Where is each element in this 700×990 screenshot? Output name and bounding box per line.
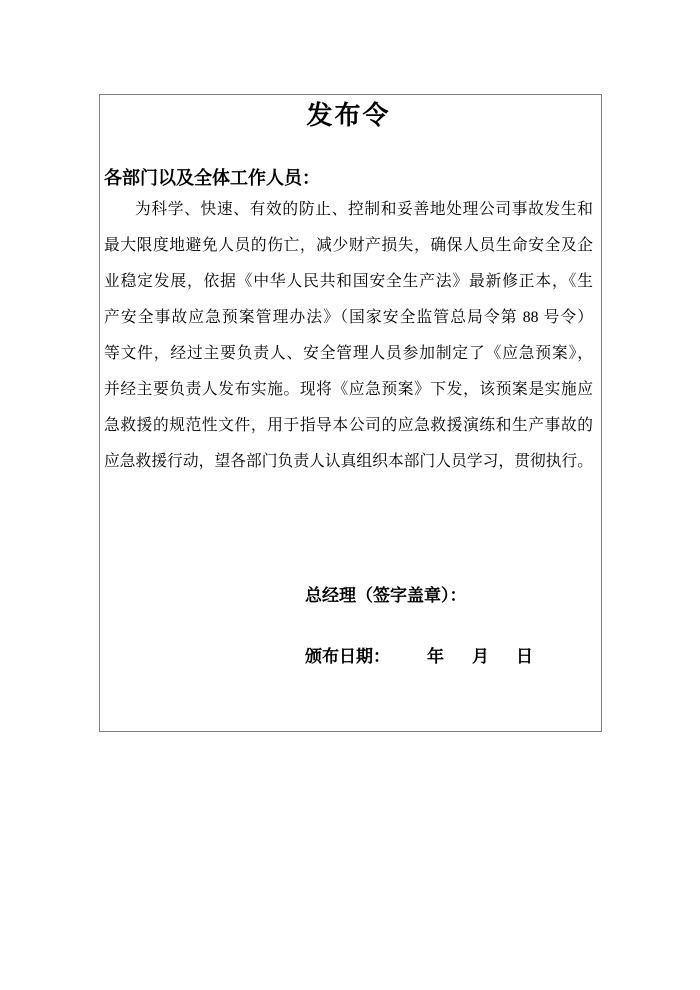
- issue-date-line: [305, 644, 593, 670]
- body-line: 急救援的规范性文件，用于指导本公司的应急救援演练和生产事故的: [104, 417, 593, 434]
- document-title: 发布令: [306, 100, 391, 130]
- body-line: 应急救援行动，望各部门负责人认真组织本部门人员学习，贯彻执行。: [104, 453, 593, 470]
- body-line: 业稳定发展，依据《中华人民共和国安全生产法》最新修正本，《生: [104, 273, 593, 290]
- body-line: 为科学、快速、有效的防止、控制和妥善地处理公司事故发生和: [135, 201, 593, 218]
- year-label: 年: [427, 647, 444, 666]
- issue-date-label: 颁布日期：: [305, 647, 390, 666]
- document-border-frame: [99, 94, 602, 732]
- month-label: 月: [472, 647, 489, 666]
- body-line: 并经主要负责人发布实施。现将《应急预案》下发，该预案是实施应: [104, 381, 593, 398]
- general-manager-signature-line: 总经理（签字盖章）：: [305, 586, 467, 605]
- body-line: 最大限度地避免人员的伤亡，减少财产损失，确保人员生命安全及企: [104, 237, 593, 254]
- body-line: 产安全事故应急预案管理办法》（国家安全监管总局令第 88 号令）: [104, 309, 593, 326]
- salutation-line: 各部门以及全体工作人员：: [104, 168, 320, 188]
- body-line: 等文件，经过主要负责人、安全管理人员参加制定了《应急预案》，: [104, 345, 593, 362]
- body-paragraph: [104, 192, 593, 480]
- day-label: 日: [516, 647, 533, 666]
